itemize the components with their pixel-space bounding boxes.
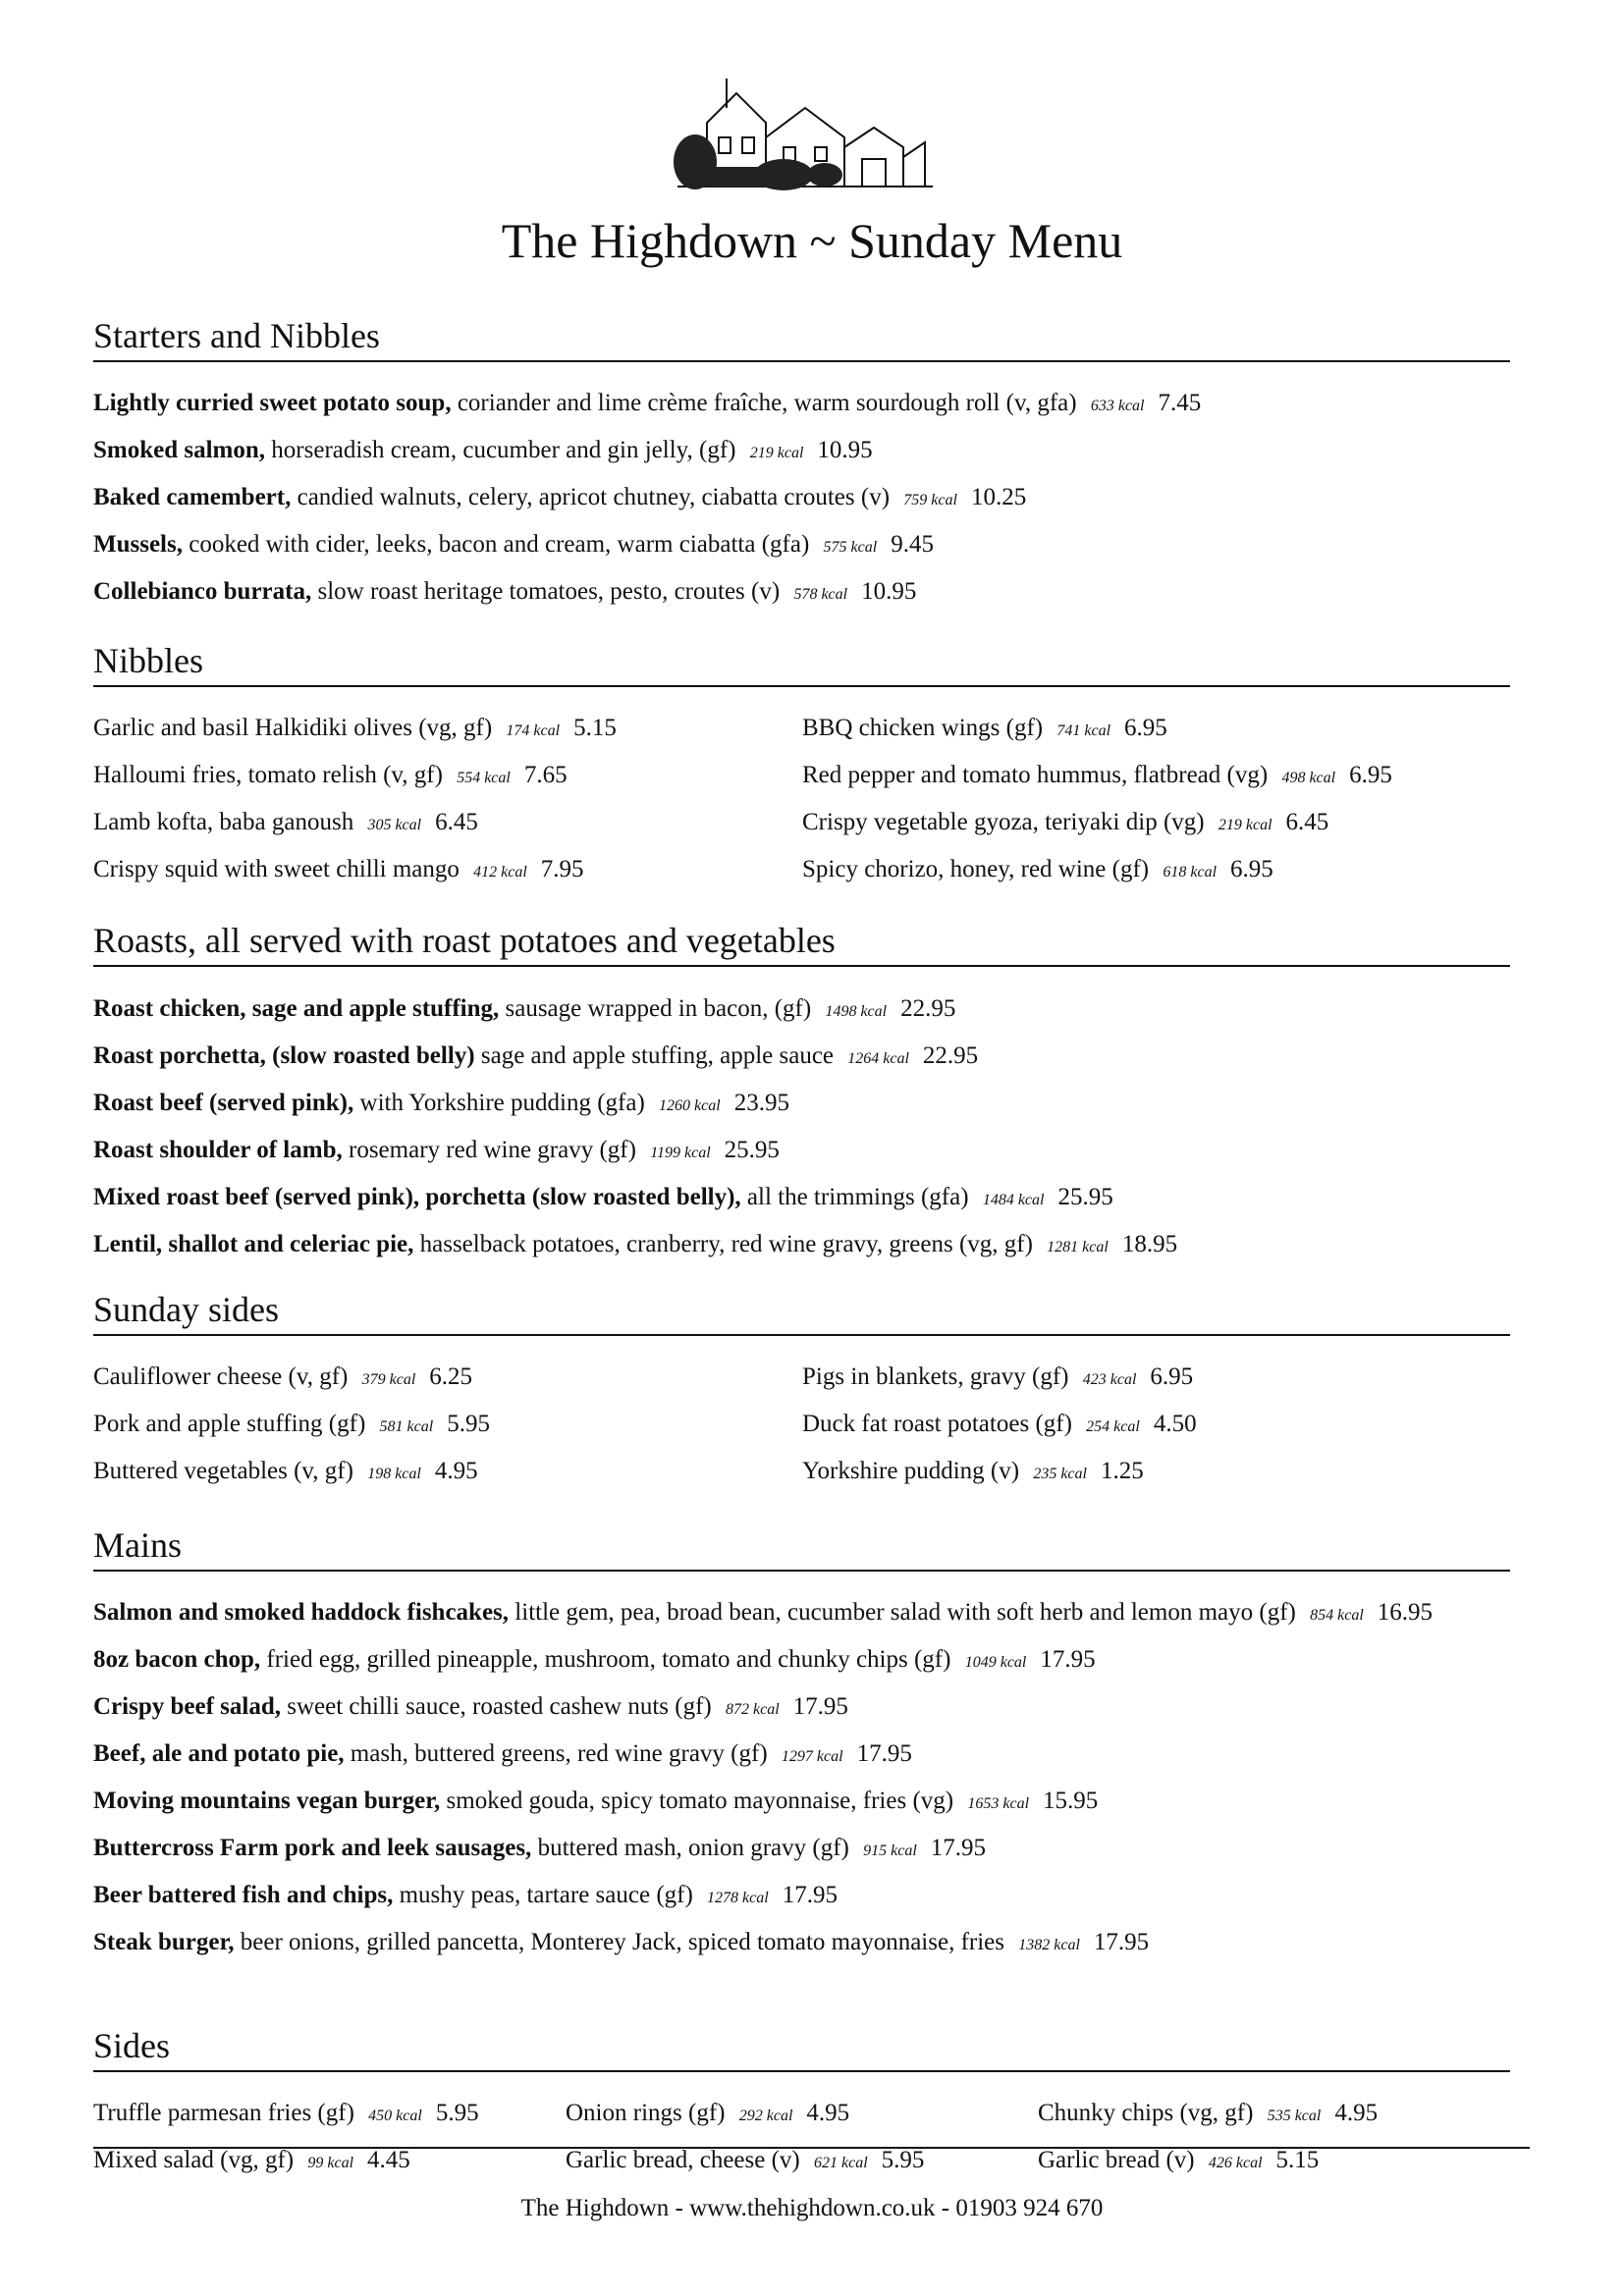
- item-price: 15.95: [1043, 1788, 1099, 1814]
- item-name: Roast beef (served pink),: [93, 1090, 354, 1116]
- item-kcal: 759 kcal: [903, 492, 957, 508]
- item-price: 5.95: [881, 2147, 925, 2173]
- item-dietary-tags: (v, gf): [383, 762, 443, 788]
- item-name: 8oz bacon chop,: [93, 1646, 261, 1673]
- item-kcal: 412 kcal: [473, 864, 527, 881]
- menu-item: [566, 2138, 1038, 2185]
- item-kcal: 1498 kcal: [825, 1003, 888, 1020]
- menu-item: [93, 1449, 802, 1496]
- menu-item: [802, 847, 1510, 894]
- section-heading-nibbles: Nibbles: [93, 636, 1510, 687]
- item-dietary-tags: (v, gfa): [1005, 390, 1077, 416]
- item-kcal: 99 kcal: [307, 2155, 354, 2171]
- item-description: buttered mash, onion gravy: [537, 1835, 807, 1861]
- item-kcal: 1264 kcal: [847, 1050, 909, 1067]
- item-dietary-tags: (vg, gf): [220, 2147, 295, 2173]
- menu-item: [802, 706, 1510, 753]
- item-description: slow roast heritage tomatoes, pesto, croutes: [317, 578, 745, 605]
- item-kcal: 254 kcal: [1086, 1418, 1140, 1435]
- item-price: 17.95: [856, 1740, 912, 1767]
- footer-contact: The Highdown - www.thehighdown.co.uk - 01903 924 670: [520, 2195, 1104, 2221]
- item-description: little gem, pea, broad bean, cucumber salad with soft herb and lemon mayo: [514, 1599, 1254, 1626]
- item-dietary-tags: (gf): [328, 1411, 366, 1437]
- item-kcal: 1199 kcal: [650, 1145, 711, 1161]
- item-price: 18.95: [1121, 1231, 1178, 1257]
- item-dietary-tags: (v): [1165, 2147, 1195, 2173]
- item-description: with Yorkshire pudding: [359, 1090, 591, 1116]
- item-name: Lentil, shallot and celeriac pie,: [93, 1231, 414, 1257]
- item-description: Pigs in blankets, gravy: [802, 1363, 1026, 1390]
- item-description: candied walnuts, celery, apricot chutney, ciabatta croutes: [297, 484, 855, 510]
- item-dietary-tags: (vg, gf): [418, 715, 493, 741]
- item-dietary-tags: (gf): [1032, 1363, 1069, 1390]
- menu-item: [93, 1826, 1510, 1873]
- item-dietary-tags: (v): [751, 578, 781, 605]
- menu-item: [93, 1590, 1510, 1637]
- item-description: coriander and lime crème fraîche, warm sourdough roll: [457, 390, 1001, 416]
- item-description: sage and apple stuffing, apple sauce: [480, 1042, 835, 1069]
- section-heading-sunday-sides: Sunday sides: [93, 1285, 1510, 1336]
- item-kcal: 1278 kcal: [707, 1890, 769, 1906]
- item-description: Chunky chips: [1038, 2100, 1174, 2126]
- item-price: 4.45: [367, 2147, 410, 2173]
- section-heading-starters: Starters and Nibbles: [93, 311, 1510, 362]
- menu-item: [93, 800, 802, 847]
- sides-list: [93, 2091, 1510, 2185]
- bottom-rule: [93, 2147, 1530, 2149]
- item-dietary-tags: (v, gf): [294, 1458, 353, 1484]
- item-price: 7.95: [540, 856, 584, 882]
- item-dietary-tags: (gf): [317, 2100, 354, 2126]
- menu-item: [93, 381, 1510, 428]
- menu-item: [1038, 2091, 1510, 2138]
- item-dietary-tags: (gf): [688, 2100, 726, 2126]
- item-description: Pork and apple stuffing: [93, 1411, 323, 1437]
- item-price: 25.95: [1057, 1184, 1113, 1210]
- section-heading-sides: Sides: [93, 2021, 1510, 2072]
- item-dietary-tags: (v): [860, 484, 891, 510]
- menu-item: [93, 987, 1510, 1034]
- item-description: Lamb kofta, baba ganoush: [93, 809, 354, 835]
- roasts-list: [93, 987, 1510, 1269]
- item-dietary-tags: (gf): [699, 437, 736, 463]
- menu-item: [802, 1355, 1510, 1402]
- item-description: Yorkshire pudding: [802, 1458, 985, 1484]
- item-description: Halloumi fries, tomato relish: [93, 762, 377, 788]
- item-description: mushy peas, tartare sauce: [399, 1882, 651, 1908]
- item-price: 10.25: [970, 484, 1027, 510]
- item-name: Collebianco burrata,: [93, 578, 312, 605]
- item-description: beer onions, grilled pancetta, Monterey Jack, spiced tomato mayonnaise, fries: [240, 1929, 1005, 1955]
- item-kcal: 1382 kcal: [1018, 1937, 1080, 1953]
- item-dietary-tags: (gfa): [597, 1090, 645, 1116]
- item-name: Buttercross Farm pork and leek sausages,: [93, 1835, 532, 1861]
- menu-item: [93, 1034, 1510, 1081]
- item-kcal: 554 kcal: [457, 770, 511, 786]
- item-kcal: 1260 kcal: [659, 1097, 721, 1114]
- item-price: 6.45: [435, 809, 478, 835]
- item-kcal: 450 kcal: [368, 2108, 422, 2124]
- item-description: BBQ chicken wings: [802, 715, 1001, 741]
- item-dietary-tags: (gf): [812, 1835, 849, 1861]
- item-price: 1.25: [1100, 1458, 1144, 1484]
- menu-item: [93, 1873, 1510, 1920]
- item-name: Roast shoulder of lamb,: [93, 1137, 343, 1163]
- item-kcal: 535 kcal: [1267, 2108, 1322, 2124]
- item-kcal: 423 kcal: [1082, 1371, 1137, 1388]
- item-kcal: 915 kcal: [863, 1842, 917, 1859]
- menu-item: [1038, 2138, 1510, 2185]
- menu-item: [93, 475, 1510, 522]
- item-description: Buttered vegetables: [93, 1458, 288, 1484]
- section-heading-mains: Mains: [93, 1521, 1510, 1572]
- item-kcal: 379 kcal: [361, 1371, 416, 1388]
- section-heading-roasts: Roasts, all served with roast potatoes and vegetables: [93, 916, 1510, 967]
- item-name: Baked camembert,: [93, 484, 292, 510]
- item-name: Beer battered fish and chips,: [93, 1882, 394, 1908]
- item-price: 5.95: [435, 2100, 479, 2126]
- item-kcal: 426 kcal: [1208, 2155, 1263, 2171]
- item-kcal: 1653 kcal: [967, 1795, 1030, 1812]
- item-price: 6.95: [1150, 1363, 1194, 1390]
- menu-item: [93, 706, 802, 753]
- item-name: Moving mountains vegan burger,: [93, 1788, 441, 1814]
- item-kcal: 1297 kcal: [781, 1748, 843, 1765]
- item-description: cooked with cider, leeks, bacon and cream, warm ciabatta: [189, 531, 756, 558]
- item-dietary-tags: (gf): [731, 1740, 768, 1767]
- item-dietary-tags: (gfa): [920, 1184, 969, 1210]
- menu-item: [93, 2138, 566, 2185]
- item-description: Spicy chorizo, honey, red wine: [802, 856, 1107, 882]
- menu-item: [93, 428, 1510, 475]
- item-name: Crispy beef salad,: [93, 1693, 281, 1720]
- item-description: Garlic bread: [1038, 2147, 1161, 2173]
- item-kcal: 618 kcal: [1163, 864, 1218, 881]
- item-name: Mixed roast beef (served pink), porchetta (slow roasted belly),: [93, 1184, 741, 1210]
- menu-item: [802, 753, 1510, 800]
- item-description: rosemary red wine gravy: [349, 1137, 594, 1163]
- item-description: Crispy squid with sweet chilli mango: [93, 856, 460, 882]
- item-dietary-tags: (gf): [1035, 1411, 1072, 1437]
- item-description: Garlic bread, cheese: [566, 2147, 766, 2173]
- item-description: sweet chilli sauce, roasted cashew nuts: [287, 1693, 669, 1720]
- item-price: 7.45: [1158, 390, 1202, 416]
- item-kcal: 1049 kcal: [964, 1654, 1027, 1671]
- item-kcal: 498 kcal: [1281, 770, 1336, 786]
- item-dietary-tags: (gf): [774, 995, 812, 1022]
- item-price: 17.95: [792, 1693, 848, 1720]
- item-name: Steak burger,: [93, 1929, 235, 1955]
- item-kcal: 292 kcal: [738, 2108, 793, 2124]
- item-price: 4.95: [806, 2100, 850, 2126]
- menu-item: [93, 1355, 802, 1402]
- item-description: mash, buttered greens, red wine gravy: [350, 1740, 725, 1767]
- item-price: 9.45: [891, 531, 934, 558]
- menu-item: [93, 1222, 1510, 1269]
- menu-item: [93, 522, 1510, 569]
- menu-item: [93, 1081, 1510, 1128]
- item-kcal: 578 kcal: [793, 586, 848, 603]
- menu-item: [802, 1402, 1510, 1449]
- menu-item: [93, 1732, 1510, 1779]
- item-dietary-tags: (gf): [599, 1137, 636, 1163]
- item-dietary-tags: (vg, gf): [958, 1231, 1033, 1257]
- item-description: Garlic and basil Halkidiki olives: [93, 715, 412, 741]
- item-dietary-tags: (gf): [1005, 715, 1044, 741]
- item-dietary-tags: (gf): [675, 1693, 712, 1720]
- item-kcal: 621 kcal: [814, 2155, 868, 2171]
- item-kcal: 219 kcal: [1218, 817, 1272, 833]
- item-price: 6.95: [1124, 715, 1167, 741]
- item-kcal: 741 kcal: [1056, 722, 1111, 739]
- item-price: 4.95: [1334, 2100, 1379, 2126]
- item-description: hasselback potatoes, cranberry, red wine gravy, greens: [419, 1231, 953, 1257]
- sunday-sides-list: [93, 1355, 1510, 1496]
- item-name: Roast chicken, sage and apple stuffing,: [93, 995, 500, 1022]
- item-description: smoked gouda, spicy tomato mayonnaise, fries: [446, 1788, 907, 1814]
- item-price: 22.95: [922, 1042, 979, 1069]
- item-price: 10.95: [861, 578, 917, 605]
- item-price: 5.15: [1275, 2147, 1320, 2173]
- nibbles-list: [93, 706, 1510, 894]
- mains-list: [93, 1590, 1510, 1967]
- menu-item: [93, 1684, 1510, 1732]
- item-name: Lightly curried sweet potato soup,: [93, 390, 452, 416]
- menu-item: [566, 2091, 1038, 2138]
- item-dietary-tags: (gf): [1111, 856, 1150, 882]
- item-kcal: 633 kcal: [1090, 398, 1145, 414]
- item-kcal: 219 kcal: [749, 445, 804, 461]
- item-price: 5.95: [447, 1411, 490, 1437]
- item-description: Crispy vegetable gyoza, teriyaki dip: [802, 809, 1158, 835]
- item-kcal: 854 kcal: [1310, 1607, 1364, 1624]
- starters-list: [93, 381, 1510, 616]
- menu-item: [93, 1637, 1510, 1684]
- item-description: Mixed salad: [93, 2147, 214, 2173]
- item-price: 6.95: [1349, 762, 1392, 788]
- item-price: 6.95: [1230, 856, 1273, 882]
- item-kcal: 174 kcal: [506, 722, 561, 739]
- item-price: 10.95: [817, 437, 873, 463]
- house-illustration-icon: [668, 69, 943, 196]
- item-dietary-tags: (gf): [1259, 1599, 1296, 1626]
- item-dietary-tags: (v): [990, 1458, 1020, 1484]
- item-name: Beef, ale and potato pie,: [93, 1740, 345, 1767]
- item-kcal: 198 kcal: [367, 1466, 421, 1482]
- item-dietary-tags: (vg): [1163, 809, 1205, 835]
- item-description: fried egg, grilled pineapple, mushroom, tomato and chunky chips: [266, 1646, 908, 1673]
- item-dietary-tags: (vg, gf): [1179, 2100, 1254, 2126]
- item-dietary-tags: (vg): [912, 1788, 954, 1814]
- item-dietary-tags: (gf): [656, 1882, 693, 1908]
- menu-item: [802, 800, 1510, 847]
- menu-item: [93, 1779, 1510, 1826]
- page-title: The Highdown ~ Sunday Menu: [501, 213, 1123, 268]
- item-description: Cauliflower cheese: [93, 1363, 283, 1390]
- item-kcal: 872 kcal: [725, 1701, 780, 1718]
- item-name: Roast porchetta, (slow roasted belly): [93, 1042, 475, 1069]
- item-price: 17.95: [930, 1835, 987, 1861]
- menu-item: [93, 1402, 802, 1449]
- item-description: Truffle parmesan fries: [93, 2100, 312, 2126]
- item-description: sausage wrapped in bacon,: [505, 995, 769, 1022]
- item-price: 17.95: [1093, 1929, 1150, 1955]
- item-price: 17.95: [782, 1882, 838, 1908]
- item-kcal: 581 kcal: [379, 1418, 434, 1435]
- menu-item: [93, 1175, 1510, 1222]
- menu-item: [93, 753, 802, 800]
- item-price: 22.95: [900, 995, 956, 1022]
- item-name: Smoked salmon,: [93, 437, 266, 463]
- menu-item: [93, 569, 1510, 616]
- item-price: 5.15: [573, 715, 617, 741]
- item-name: Salmon and smoked haddock fishcakes,: [93, 1599, 510, 1626]
- item-kcal: 305 kcal: [367, 817, 422, 833]
- menu-item: [93, 847, 802, 894]
- menu-item: [802, 1449, 1510, 1496]
- item-description: Red pepper and tomato hummus, flatbread: [802, 762, 1221, 788]
- item-price: 6.45: [1285, 809, 1329, 835]
- item-dietary-tags: (gf): [913, 1646, 951, 1673]
- menu-item: [93, 1128, 1510, 1175]
- item-dietary-tags: (v, gf): [288, 1363, 349, 1390]
- item-description: Onion rings: [566, 2100, 682, 2126]
- menu-item: [93, 2091, 566, 2138]
- item-price: 4.95: [434, 1458, 478, 1484]
- item-price: 6.25: [429, 1363, 473, 1390]
- item-description: all the trimmings: [746, 1184, 915, 1210]
- item-kcal: 1484 kcal: [982, 1192, 1045, 1208]
- item-name: Mussels,: [93, 531, 183, 558]
- item-description: Duck fat roast potatoes: [802, 1411, 1030, 1437]
- menu-item: [93, 1920, 1510, 1967]
- item-dietary-tags: (gfa): [761, 531, 810, 558]
- item-price: 4.50: [1153, 1411, 1197, 1437]
- item-price: 17.95: [1040, 1646, 1096, 1673]
- item-kcal: 235 kcal: [1033, 1466, 1087, 1482]
- item-dietary-tags: (v): [771, 2147, 800, 2173]
- item-dietary-tags: (vg): [1226, 762, 1269, 788]
- item-price: 23.95: [733, 1090, 789, 1116]
- item-kcal: 1281 kcal: [1047, 1239, 1109, 1255]
- item-description: horseradish cream, cucumber and gin jelly,: [271, 437, 693, 463]
- item-price: 7.65: [523, 762, 568, 788]
- item-price: 16.95: [1377, 1599, 1434, 1626]
- item-kcal: 575 kcal: [823, 539, 878, 556]
- item-price: 25.95: [724, 1137, 780, 1163]
